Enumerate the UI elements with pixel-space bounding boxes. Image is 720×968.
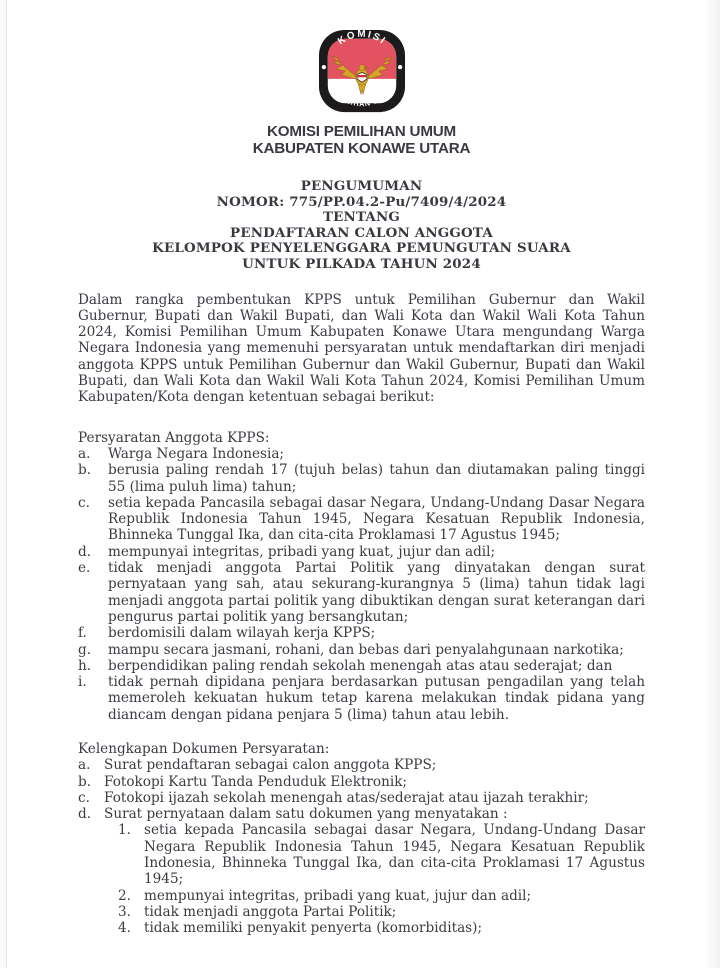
requirements-heading: Persyaratan Anggota KPPS: — [78, 429, 270, 446]
item-text: mampu secara jasmani, rohani, dan bebas dari penyalahgunaan narkotika; — [108, 641, 624, 658]
item-marker: 4. — [118, 920, 131, 937]
sub-list-item — [118, 888, 645, 904]
title-line-kelompok: KELOMPOK PENYELENGGARA PEMUNGUTAN SUARA — [152, 240, 571, 257]
org-region: KABUPATEN KONAWE UTARA — [252, 140, 471, 157]
item-marker: b. — [78, 773, 92, 790]
item-marker: 3. — [118, 903, 131, 920]
title-block — [78, 179, 645, 273]
title-line-pendaftaran: PENDAFTARAN CALON ANGGOTA — [230, 224, 493, 241]
item-text: berdomisili dalam wilayah kerja KPPS; — [108, 625, 376, 642]
list-item — [78, 774, 645, 790]
item-marker: c. — [78, 494, 90, 511]
item-text: Warga Negara Indonesia; — [108, 445, 285, 462]
item-text: mempunyai integritas, pribadi yang kuat, jujur dan adil; — [108, 543, 496, 560]
item-marker: a. — [78, 757, 91, 774]
item-marker: a. — [78, 445, 91, 462]
scan-edge-right — [704, 0, 720, 968]
intro-paragraph: Dalam rangka pembentukan KPPS untuk Pemilihan Gubernur dan Wakil Gubernur, Bupati dan Wakil Bupati, dan Wali Kota dan Wakil Wali Kota Tahun 2024, Komisi Pemilihan Umum Kabupaten Konawe Utara mengundang Warga Negara Indonesia yang memenuhi persyaratan untuk mendaftarkan diri menjadi anggota KPPS untuk Pemilihan Gubernur dan Wakil Gubernur, Bupati dan Wakil Bupati, dan Wali Kota dan Wakil Wali Kota Tahun 2024, Komisi Pemilihan Umum Kabupaten/Kota dengan ketentuan sebagai berikut: — [78, 291, 645, 406]
item-marker: f. — [78, 625, 87, 642]
documents-section — [78, 741, 645, 937]
logo-top-text: KOMISI — [335, 28, 388, 48]
item-marker: g. — [78, 641, 92, 658]
list-item — [78, 560, 645, 625]
sub-list-item — [118, 822, 645, 887]
item-marker: d. — [78, 543, 92, 560]
item-text: setia kepada Pancasila sebagai dasar Negara, Undang-Undang Dasar Negara Republik Indonesia Tahun 1945, Negara Kesatuan Republik Indonesia, Bhinneka Tunggal Ika, dan cita-cita Proklamasi 17 Agustus 1945; — [144, 822, 645, 888]
list-item — [78, 462, 645, 495]
list-item — [78, 495, 645, 544]
item-marker: d. — [78, 806, 92, 823]
list-item — [78, 544, 645, 560]
item-marker: h. — [78, 657, 92, 674]
list-item — [78, 757, 645, 773]
documents-heading: Kelengkapan Dokumen Persyaratan: — [78, 740, 330, 757]
item-text: tidak menjadi anggota Partai Politik; — [144, 903, 397, 920]
item-text: Fotokopi Kartu Tanda Penduduk Elektronik; — [104, 773, 408, 790]
document-content — [78, 28, 645, 937]
list-item — [78, 674, 645, 723]
item-marker: e. — [78, 560, 91, 577]
item-text: setia kepada Pancasila sebagai dasar Negara, Undang-Undang Dasar Negara Republik Indonesia Tahun 1945, Negara Kesatuan Republik Indonesia, Bhinneka Tunggal Ika, dan cita-cita Proklamasi 17 Agustus 1945; — [108, 494, 645, 544]
title-line-tentang: TENTANG — [322, 209, 401, 226]
item-text: Fotokopi ijazah sekolah menengah atas/sederajat atau ijazah terakhir; — [104, 789, 589, 806]
item-text: berusia paling rendah 17 (tujuh belas) tahun dan diutamakan paling tinggi 55 (lima puluh lima) tahun; — [108, 462, 645, 495]
item-text: Surat pendaftaran sebagai calon anggota KPPS; — [104, 757, 437, 774]
title-line-nomor: NOMOR: 775/PP.04.2-Pu/7409/4/2024 — [216, 193, 507, 210]
item-marker: 2. — [118, 887, 131, 904]
list-item — [78, 658, 645, 674]
scan-edge-left — [6, 0, 7, 968]
sub-list-item — [118, 920, 645, 936]
item-marker: 1. — [118, 822, 131, 839]
item-text: mempunyai integritas, pribadi yang kuat, jujur dan adil; — [144, 887, 532, 904]
logo-ring-text: PEMILIHAN UMUM — [327, 84, 396, 109]
item-text: tidak memiliki penyakit penyerta (komorbiditas); — [144, 920, 483, 937]
item-marker: b. — [78, 462, 92, 479]
list-item — [78, 790, 645, 806]
title-line-pilkada: UNTUK PILKADA TAHUN 2024 — [242, 255, 481, 272]
item-text: tidak menjadi anggota Partai Politik yang dinyatakan dengan surat pernyataan yang sah, atau sekurang-kurangnya 5 (lima) tahun tidak lagi menjadi anggota partai politik yang dibuktikan dengan surat keterangan dari pengurus partai politik yang bersangkutan; — [108, 560, 645, 625]
item-text: tidak pernah dipidana penjara berdasarkan putusan pengadilan yang telah memeroleh kekuatan hukum tetap karena melakukan tindak pidana yang diancam dengan pidana penjara 5 (lima) tahun atau lebih. — [108, 674, 645, 723]
kpu-logo — [317, 28, 407, 116]
sub-list-item — [118, 904, 645, 920]
list-item — [78, 625, 645, 641]
kpu-logo-icon — [317, 28, 407, 116]
item-marker: c. — [78, 789, 90, 806]
list-item — [78, 642, 645, 658]
list-item — [78, 806, 645, 822]
title-line-pengumuman: PENGUMUMAN — [300, 178, 423, 194]
statement-sublist — [118, 822, 645, 936]
item-text: berpendidikan paling rendah sekolah menengah atas atau sederajat; dan — [108, 657, 613, 674]
org-name: KOMISI PEMILIHAN UMUM — [266, 123, 456, 140]
list-item — [78, 446, 645, 462]
org-header — [78, 123, 645, 157]
requirements-section — [78, 430, 645, 723]
item-text: Surat pernyataan dalam satu dokumen yang menyatakan : — [104, 806, 508, 823]
item-marker: i. — [78, 674, 87, 691]
